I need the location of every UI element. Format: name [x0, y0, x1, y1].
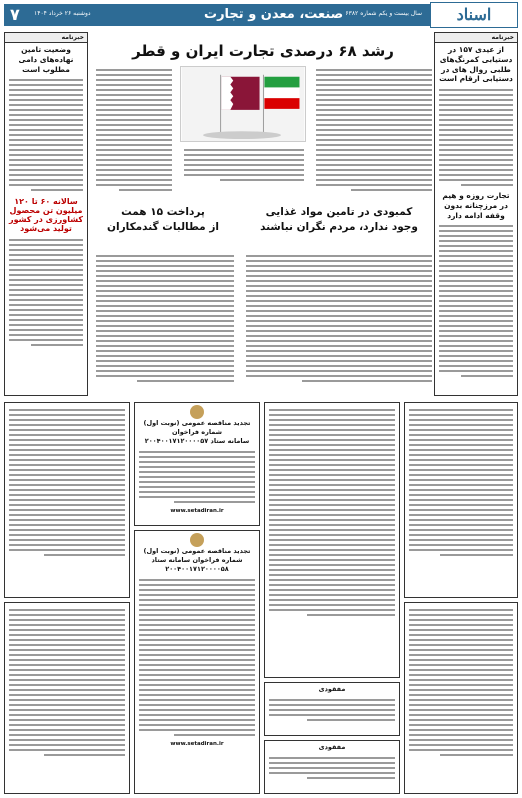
tender-a-title: تجدید مناقصه عمومی (نوبت اول): [143, 419, 251, 427]
newspaper-logo: اسناد: [430, 2, 518, 28]
right-news-column: [434, 32, 518, 396]
wheat-payment-text: [92, 252, 238, 396]
lost-notice-b: [264, 740, 400, 794]
main-headline: رشد ۶۸ درصدی تجارت ایران و قطر: [132, 42, 394, 60]
left-column-text-2: [9, 239, 83, 346]
right-column-title: از عیدی ۱۵۷ در دستیابی کمرنگ‌های طلبی روال های در دستیابی ارقام است: [439, 45, 513, 84]
notice-ad-3: [264, 402, 400, 678]
issue-date: دوشنبه ۲۶ خرداد ۱۴۰۴: [34, 10, 91, 17]
right-column-tag: خبرنامه: [435, 33, 517, 43]
notice-ad-2: [404, 602, 518, 794]
lost-notice-b-title: مفقودی: [318, 743, 346, 751]
notice-ad-1: [404, 402, 518, 598]
right-column-title-2: تجارت روزه و هیم در مرزچنانه بدون وقفه ادامه دارد: [442, 191, 510, 220]
right-column-text: [439, 89, 513, 186]
food-supply-text: [242, 252, 436, 396]
iran-flag-icon: [264, 77, 299, 88]
article-right-text: [312, 66, 436, 198]
issue-number: سال بیست و یکم شماره ۶۳۸۲: [345, 10, 422, 17]
tender-a-site: www.setadiran.ir: [170, 508, 224, 515]
left-column-title-2: سالانه ۶۰ تا ۱۲۰ میلیون تن محصول کشاورزی در کشور تولید می‌شود: [8, 197, 83, 234]
tender-b-site: www.setadiran.ir: [170, 741, 224, 748]
tender-b-title: تجدید مناقصه عمومی (نوبت اول): [143, 547, 251, 555]
wheat-payment-headline: [88, 205, 238, 235]
food-supply-headline-line1: کمبودی در تامین مواد غذایی: [265, 206, 413, 218]
tender-b-code: ۲۰۰۴۰۰۱۷۱۲۰۰۰۰۵۸: [165, 565, 229, 574]
wheat-payment-headline-line1: پرداخت ۱۵ همت: [121, 206, 205, 218]
lost-notice-a-title: مفقودی: [318, 685, 346, 693]
wheat-payment-headline-line2: از مطالبات گندمکاران: [107, 221, 219, 234]
article-left-text: [92, 66, 176, 198]
left-news-column: [4, 32, 88, 396]
food-supply-headline-line2: وجود ندارد، مردم نگران نباشند: [260, 221, 418, 234]
section-title: صنعت، معدن و تجارت: [204, 7, 344, 22]
food-supply-headline: [242, 205, 436, 235]
tender-a-subtitle: شماره فراخوان: [171, 428, 223, 437]
left-column-text: [9, 79, 83, 191]
lost-notice-a: [264, 682, 400, 736]
flags-photo: [180, 66, 306, 142]
left-column-tag: خبرنامه: [5, 33, 87, 43]
right-column-text-2: [439, 225, 513, 377]
tender-ad-b: [134, 530, 260, 794]
page-number: ۷: [10, 5, 20, 24]
tender-ad-a: [134, 402, 260, 526]
emblem-icon: [190, 533, 204, 547]
notice-ad-4: [4, 402, 130, 598]
emblem-icon: [190, 405, 204, 419]
notice-ad-5: [4, 602, 130, 794]
article-mid-text: [180, 146, 308, 198]
left-column-title: وضعیت تامین نهاده‌های دامی مطلوب است: [18, 45, 74, 74]
tender-a-code: سامانه ستاد ۲۰۰۴۰۰۱۷۱۲۰۰۰۰۵۷: [144, 437, 250, 446]
tender-b-subtitle: شماره فراخوان سامانه ستاد: [151, 556, 243, 565]
